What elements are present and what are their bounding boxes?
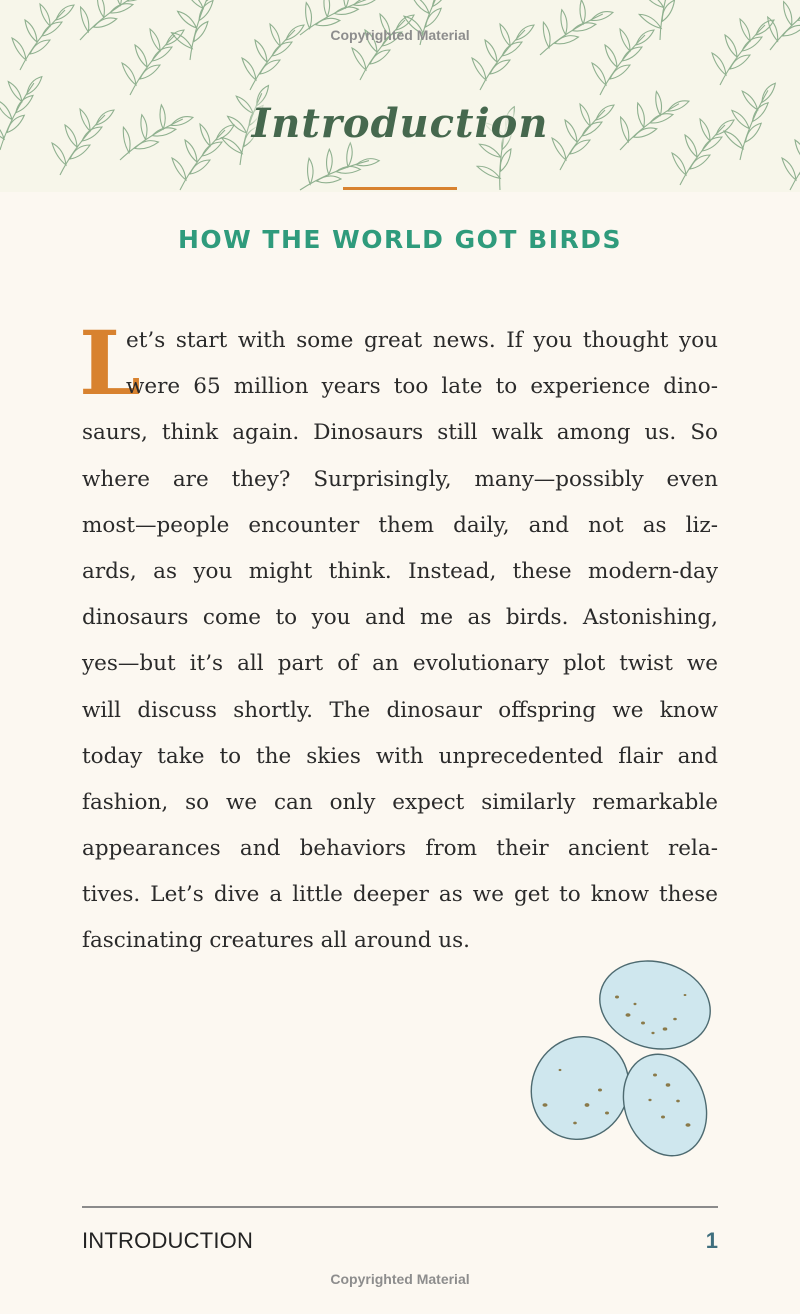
body-line: fascinating creatures all around us.	[82, 928, 471, 954]
page-number: 1	[705, 1228, 718, 1253]
body-line: were 65 million years too late to experience dino-	[126, 374, 718, 400]
body-line: et’s start with some great news. If you thought you	[126, 328, 718, 353]
body-line: appearances and behaviors from their ancient rela-	[82, 836, 718, 862]
chapter-title: Introduction	[251, 100, 549, 147]
body-paragraph	[82, 318, 718, 965]
title-underline	[343, 187, 457, 190]
body-line: yes—but it’s all part of an evolutionary plot twist we	[82, 651, 718, 677]
body-line: dinosaurs come to you and me as birds. Astonishing,	[82, 605, 718, 631]
body-line: ards, as you might think. Instead, these modern-day	[82, 558, 718, 584]
speckled-eggs-icon	[525, 955, 725, 1165]
section-heading: HOW THE WORLD GOT BIRDS	[177, 225, 623, 254]
body-line: most—people encounter them daily, and not as liz-	[82, 512, 718, 538]
running-footer-label: INTRODUCTION	[82, 1228, 254, 1253]
body-line: will discuss shortly. The dinosaur offspring we know	[82, 697, 718, 723]
body-line: today take to the skies with unprecedented flair and	[82, 743, 718, 769]
copyright-watermark-bottom: Copyrighted Material	[330, 1271, 470, 1287]
copyright-watermark-top: Copyrighted Material	[330, 27, 470, 43]
body-line: tives. Let’s dive a little deeper as we get to know these	[82, 882, 718, 908]
body-line: where are they? Surprisingly, many—possibly even	[82, 466, 718, 492]
body-line: fashion, so we can only expect similarly remarkable	[82, 789, 718, 815]
footer-divider	[82, 1206, 718, 1208]
body-line: saurs, think again. Dinosaurs still walk among us. So	[82, 420, 718, 446]
drop-cap: L	[79, 311, 141, 415]
decorative-leaf-banner	[0, 0, 800, 192]
